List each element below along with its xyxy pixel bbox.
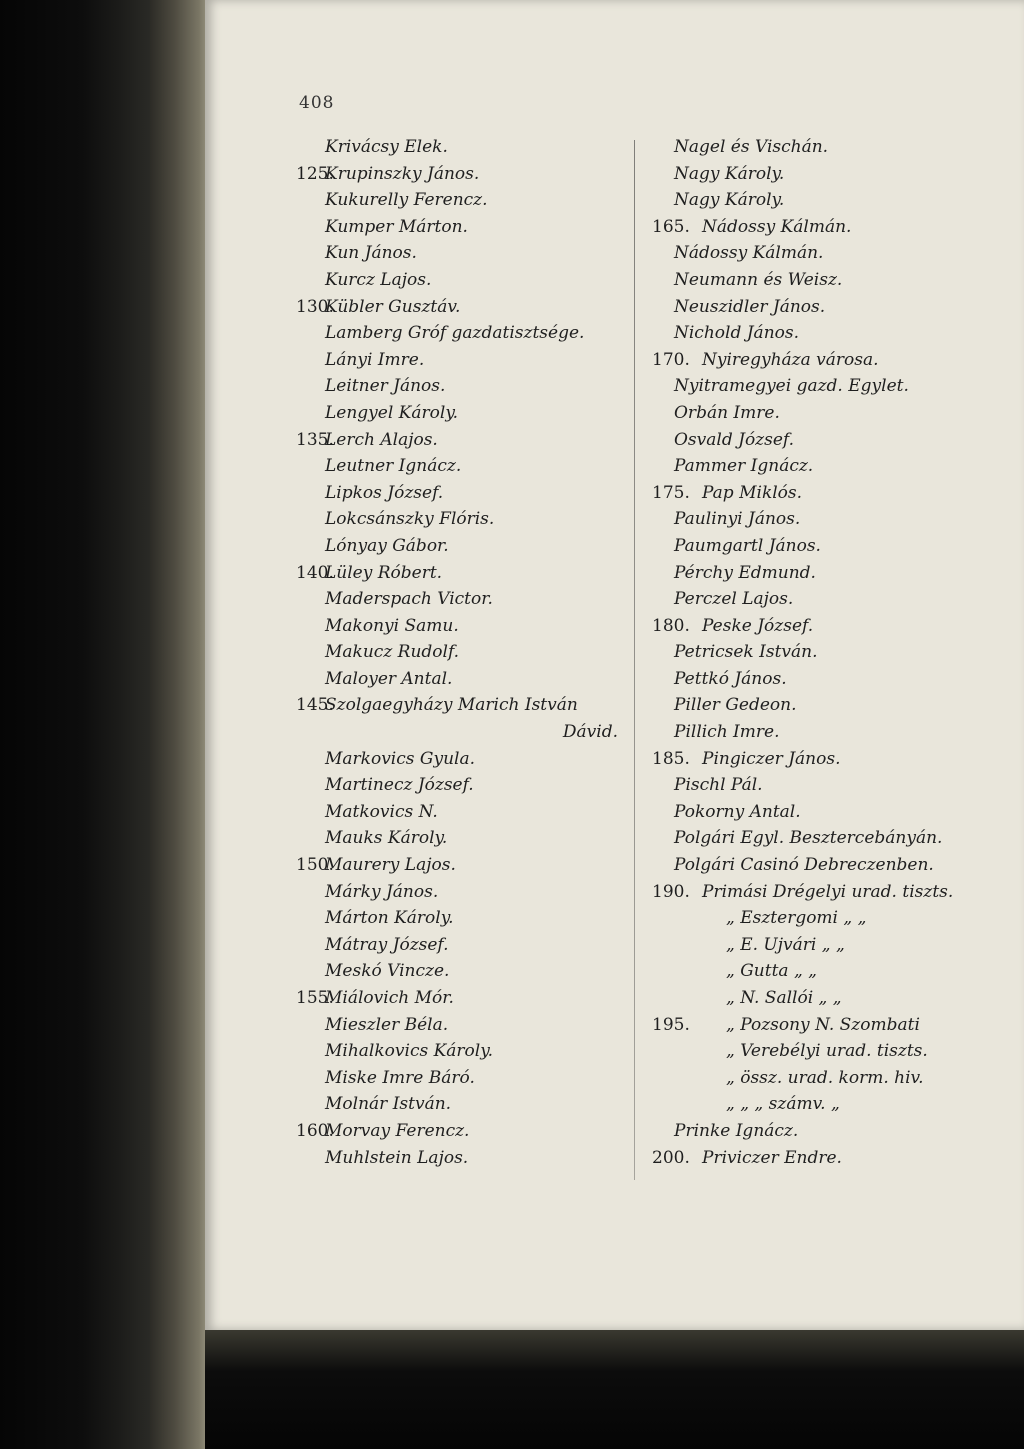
entry-number: 155.	[296, 988, 334, 1008]
entry-name: Lengyel Károly.	[325, 402, 459, 423]
entry-name: Matkovics N.	[325, 801, 438, 822]
entry-name: „ E. Ujvári „ „	[726, 934, 845, 955]
list-item	[296, 560, 630, 587]
list-item	[296, 161, 630, 188]
entry-name: Osvald József.	[674, 429, 795, 450]
entry-number: 140.	[296, 562, 334, 583]
list-item	[648, 240, 978, 267]
list-item	[300, 932, 630, 959]
entry-name: Lónyay Gábor.	[325, 535, 449, 556]
right-column-list	[648, 134, 978, 1171]
entry-name: Primási Drégelyi urad. tiszts.	[702, 881, 954, 902]
list-item	[648, 560, 978, 587]
entry-name: Nyitramegyei gazd. Egylet.	[674, 376, 909, 397]
entry-name: Leitner János.	[325, 376, 446, 397]
entry-number: 175.	[652, 482, 690, 503]
list-item	[296, 692, 630, 719]
list-item	[296, 852, 630, 879]
entry-name: Maderspach Victor.	[325, 589, 493, 610]
entry-name: Pingiczer János.	[702, 748, 841, 769]
list-item	[648, 320, 978, 347]
list-item	[300, 1145, 630, 1172]
entry-name: Dávid.	[562, 722, 618, 743]
list-item	[300, 719, 630, 746]
list-item	[648, 1012, 978, 1039]
entry-name: Makucz Rudolf.	[325, 642, 460, 663]
entry-name: Muhlstein Lajos.	[325, 1147, 469, 1168]
entry-name: Nagel és Vischán.	[674, 137, 829, 157]
entry-number: 130.	[296, 296, 334, 317]
entry-name: Nagy Károly.	[674, 190, 785, 211]
list-item	[648, 427, 978, 454]
entry-number: 160.	[296, 1120, 334, 1141]
list-item	[300, 1065, 630, 1092]
entry-name: Pammer Ignácz.	[674, 456, 814, 477]
list-item	[648, 1118, 978, 1145]
list-item	[648, 214, 978, 241]
entry-name: Neuszidler János.	[674, 296, 826, 317]
list-item	[300, 240, 630, 267]
entry-name: Mihalkovics Károly.	[325, 1041, 493, 1062]
list-item	[648, 506, 978, 533]
list-item	[648, 294, 978, 321]
list-item	[648, 267, 978, 294]
entry-number: 195.	[652, 1014, 690, 1035]
entry-name: Mieszler Béla.	[325, 1014, 449, 1035]
entry-name: Mauks Károly.	[325, 828, 448, 849]
list-item	[648, 1145, 978, 1172]
list-item	[648, 1038, 978, 1065]
list-item	[300, 506, 630, 533]
left-column-list	[296, 134, 630, 1171]
list-item	[648, 692, 978, 719]
entry-name: Meskó Vincze.	[325, 961, 450, 982]
entry-name: Polgári Egyl. Besztercebányán.	[674, 828, 943, 849]
list-item	[648, 985, 978, 1012]
list-item	[648, 613, 978, 640]
list-item	[648, 932, 978, 959]
entry-number: 145.	[296, 695, 334, 716]
entry-name: Lokcsánszky Flóris.	[325, 509, 495, 530]
entry-name: „ „ „ számv. „	[726, 1094, 840, 1115]
entry-name: Perczel Lajos.	[674, 589, 794, 610]
list-item	[300, 533, 630, 560]
list-item	[648, 905, 978, 932]
entry-name: Lányi Imre.	[325, 349, 425, 370]
entry-name: Peske József.	[702, 615, 814, 636]
list-item	[300, 320, 630, 347]
entry-name: Krivácsy Elek.	[325, 137, 448, 157]
list-item	[300, 267, 630, 294]
entry-name: Martinecz József.	[325, 775, 474, 796]
entry-name: Pillich Imre.	[674, 722, 780, 743]
list-item	[648, 400, 978, 427]
entry-name: Maurery Lajos.	[325, 855, 456, 876]
entry-name: Miálovich Mór.	[325, 988, 454, 1008]
list-item	[648, 453, 978, 480]
list-item	[300, 666, 630, 693]
entry-name: Kun János.	[325, 243, 417, 264]
entry-name: Nagy Károly.	[674, 163, 785, 184]
list-item	[300, 1038, 630, 1065]
entry-name: Maloyer Antal.	[325, 668, 453, 689]
entry-name: Priviczer Endre.	[702, 1147, 842, 1168]
entry-number: 135.	[296, 429, 334, 450]
list-item	[648, 347, 978, 374]
entry-name: Lerch Alajos.	[325, 429, 438, 450]
entry-name: Piller Gedeon.	[674, 695, 797, 716]
entry-name: Orbán Imre.	[674, 402, 780, 423]
entry-name: Pettkó János.	[674, 668, 787, 689]
entry-name: „ Gutta „ „	[726, 961, 817, 982]
list-item	[648, 746, 978, 773]
entry-name: Markovics Gyula.	[325, 748, 476, 769]
list-item	[648, 639, 978, 666]
list-item	[648, 772, 978, 799]
entry-name: Pokorny Antal.	[674, 801, 801, 822]
entry-name: Kurcz Lajos.	[325, 269, 432, 290]
list-item	[300, 453, 630, 480]
list-item	[300, 214, 630, 241]
entry-name: Lamberg Gróf gazdatisztsége.	[325, 323, 585, 344]
list-item	[300, 1091, 630, 1118]
list-item	[300, 639, 630, 666]
list-item	[648, 719, 978, 746]
list-item	[300, 905, 630, 932]
entry-name: Lüley Róbert.	[325, 562, 443, 583]
list-item	[648, 373, 978, 400]
list-item	[296, 427, 630, 454]
entry-name: Pischl Pál.	[674, 775, 763, 796]
list-item	[648, 799, 978, 826]
list-item	[648, 879, 978, 906]
entry-name: Prinke Ignácz.	[674, 1120, 799, 1141]
list-item	[648, 1091, 978, 1118]
list-item	[300, 799, 630, 826]
entry-name: Nyiregyháza városa.	[702, 349, 879, 370]
entry-name: Miske Imre Báró.	[325, 1067, 475, 1088]
entry-name: Pap Miklós.	[702, 482, 803, 503]
entry-number: 165.	[652, 216, 690, 237]
entry-name: Kübler Gusztáv.	[325, 296, 461, 317]
list-item	[648, 480, 978, 507]
entry-name: Makonyi Samu.	[325, 615, 459, 636]
list-item	[648, 825, 978, 852]
entry-name: Lipkos József.	[325, 482, 444, 503]
entry-number: 200.	[652, 1147, 690, 1168]
list-item	[300, 400, 630, 427]
scan-dark-margin	[0, 0, 150, 1449]
list-item	[648, 533, 978, 560]
scan-bottom-shadow	[205, 1330, 1024, 1449]
list-item	[300, 879, 630, 906]
list-item	[648, 586, 978, 613]
list-item	[300, 825, 630, 852]
entry-name: Márky János.	[325, 881, 439, 902]
list-item	[300, 746, 630, 773]
list-item	[648, 666, 978, 693]
entry-name: Márton Károly.	[325, 908, 454, 929]
entry-name: „ Verebélyi urad. tiszts.	[726, 1041, 928, 1062]
list-item	[648, 161, 978, 188]
entry-name: Pérchy Edmund.	[674, 562, 816, 583]
entry-name: Paumgartl János.	[674, 535, 821, 556]
list-item	[648, 134, 978, 161]
entry-name: Paulinyi János.	[674, 509, 801, 530]
list-item	[300, 1012, 630, 1039]
entry-name: Morvay Ferencz.	[325, 1120, 470, 1141]
list-item	[648, 852, 978, 879]
list-item	[300, 586, 630, 613]
entry-number: 185.	[652, 748, 690, 769]
list-item	[300, 187, 630, 214]
entry-name: Nichold János.	[674, 323, 800, 344]
entry-name: Petricsek István.	[674, 642, 818, 663]
list-item	[300, 373, 630, 400]
list-item	[648, 187, 978, 214]
list-item	[300, 772, 630, 799]
list-item	[296, 294, 630, 321]
page-number: 408	[299, 93, 335, 113]
entry-name: Nádossy Kálmán.	[674, 243, 824, 264]
list-item	[300, 958, 630, 985]
entry-name: „ össz. urad. korm. hiv.	[726, 1067, 924, 1088]
entry-name: Kumper Márton.	[325, 216, 468, 237]
entry-number: 125.	[296, 163, 334, 184]
list-item	[300, 347, 630, 374]
entry-number: 190.	[652, 881, 690, 902]
entry-name: Kukurelly Ferencz.	[325, 190, 488, 211]
list-item	[648, 958, 978, 985]
list-item	[300, 480, 630, 507]
entry-name: „ N. Sallói „ „	[726, 988, 842, 1008]
entry-number: 180.	[652, 615, 690, 636]
entry-number: 170.	[652, 349, 690, 370]
entry-name: „ Esztergomi „ „	[726, 908, 867, 929]
list-item	[648, 1065, 978, 1092]
list-item	[300, 613, 630, 640]
entry-name: Mátray József.	[325, 934, 449, 955]
entry-name: Polgári Casinó Debreczenben.	[674, 855, 934, 876]
entry-name: Szolgaegyházy Marich István	[325, 695, 578, 716]
list-item	[296, 1118, 630, 1145]
entry-name: Nádossy Kálmán.	[702, 216, 852, 237]
entry-name: Leutner Ignácz.	[325, 456, 462, 477]
entry-name: Krupinszky János.	[325, 163, 480, 184]
entry-number: 150.	[296, 855, 334, 876]
list-item	[300, 134, 630, 161]
entry-name: „ Pozsony N. Szombati	[726, 1014, 920, 1035]
entry-name: Neumann és Weisz.	[674, 269, 843, 290]
column-divider	[634, 140, 635, 1180]
list-item	[296, 985, 630, 1012]
entry-name: Molnár István.	[325, 1094, 452, 1115]
